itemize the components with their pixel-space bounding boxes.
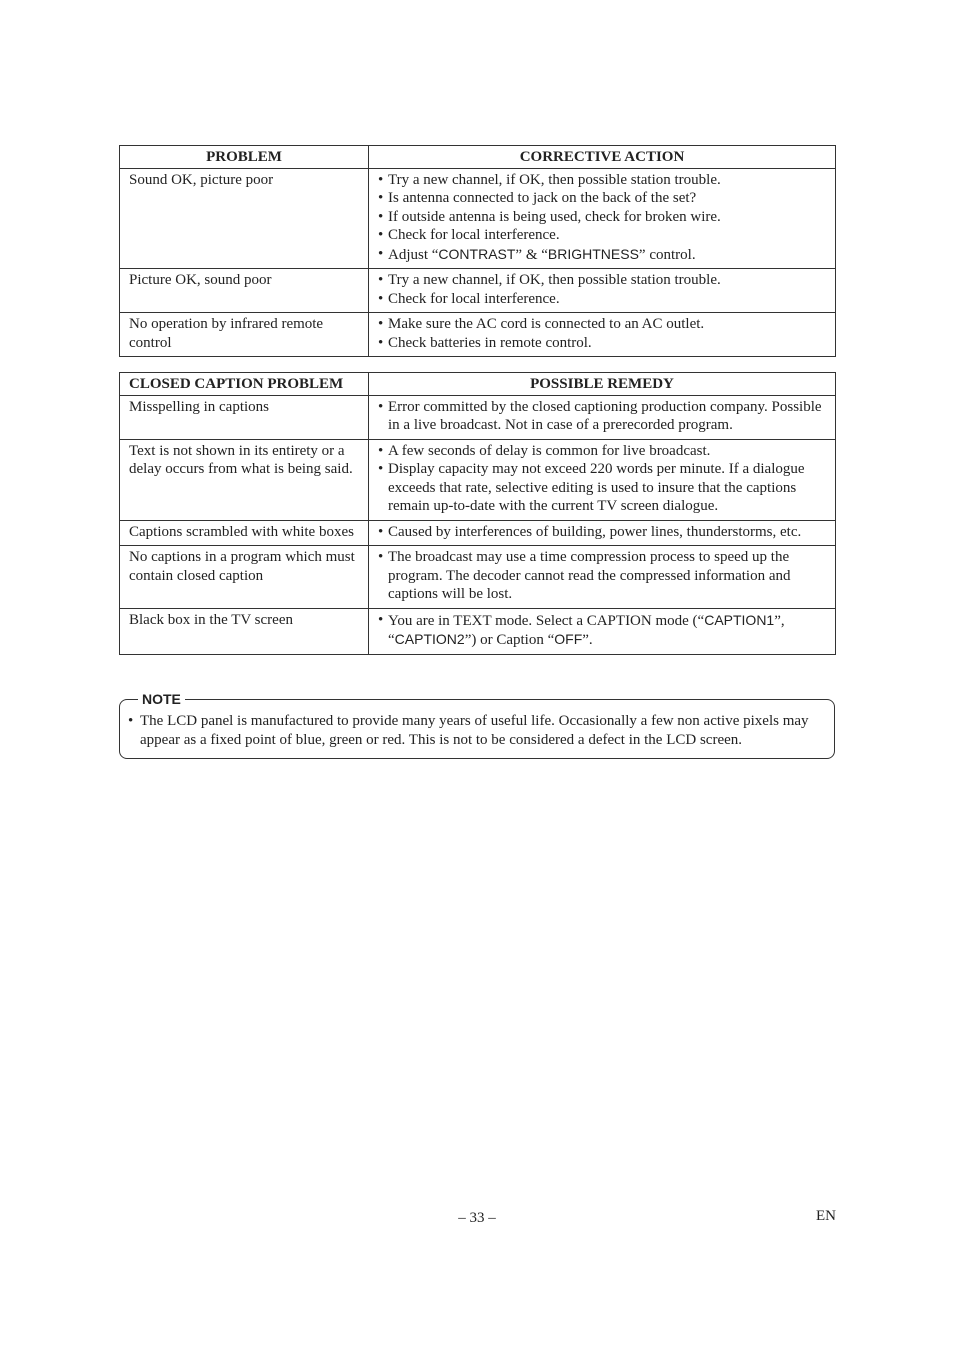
action-item: • Check batteries in remote control. <box>378 334 829 353</box>
problem-cell: Text is not shown in its entirety or a delay occurs from what is being said. <box>120 439 369 520</box>
caption1-label: CAPTION1 <box>704 611 775 628</box>
note-text <box>128 712 828 750</box>
problem-cell: Sound OK, picture poor <box>120 168 369 269</box>
problem-cell: Captions scrambled with white boxes <box>120 520 369 546</box>
action-item <box>378 245 829 265</box>
table-header-row <box>120 146 836 169</box>
remedy-list <box>378 548 829 604</box>
column-header-caption-problem: CLOSED CAPTION PROBLEM <box>120 373 369 396</box>
action-cell <box>369 313 836 357</box>
action-item: • Try a new channel, if OK, then possible station trouble. <box>378 271 829 290</box>
remedy-list <box>378 611 829 650</box>
action-list <box>378 171 829 265</box>
text-fragment: ”. <box>582 632 593 648</box>
remedy-item: • Caused by interferences of building, power lines, thunderstorms, etc. <box>378 523 829 542</box>
text-fragment: ” & “ <box>515 246 548 263</box>
remedy-cell <box>369 546 836 609</box>
action-item: • Check for local interference. <box>378 290 829 309</box>
table-row <box>120 439 836 520</box>
text-fragment: ” control. <box>638 246 696 263</box>
table-header-row <box>120 373 836 396</box>
remedy-item <box>378 611 829 650</box>
problem-cell: Misspelling in captions <box>120 395 369 439</box>
caption2-label: CAPTION2 <box>394 631 465 647</box>
table-row <box>120 520 836 546</box>
note-body: The LCD panel is manufactured to provide many years of useful life. Occasionally a few non active pixels may appear as a fixed point of blue, green or red. This is not to be considered a defect in the LCD screen. <box>140 713 809 748</box>
action-list <box>378 315 829 352</box>
column-header-problem: PROBLEM <box>120 146 369 169</box>
problem-cell: No captions in a program which must contain closed caption <box>120 546 369 609</box>
note-title: NOTE <box>138 690 185 708</box>
table-row <box>120 313 836 357</box>
action-item: • Check for local interference. <box>378 226 829 245</box>
contrast-label: CONTRAST <box>438 245 516 262</box>
remedy-cell <box>369 520 836 546</box>
action-item: • If outside antenna is being used, check for broken wire. <box>378 208 829 227</box>
action-cell <box>369 269 836 313</box>
text-fragment: ”, “ <box>388 612 785 648</box>
table-row <box>120 546 836 609</box>
column-header-possible-remedy: POSSIBLE REMEDY <box>369 373 836 396</box>
remedy-item: • A few seconds of delay is common for live broadcast. <box>378 442 829 461</box>
action-item: • Is antenna connected to jack on the back of the set? <box>378 189 829 208</box>
remedy-cell <box>369 395 836 439</box>
text-fragment: You are in TEXT mode. Select a CAPTION mode (“ <box>388 612 705 629</box>
brightness-label: BRIGHTNESS <box>547 245 639 262</box>
problem-cell: No operation by infrared remote control <box>120 313 369 357</box>
action-item: • Make sure the AC cord is connected to an AC outlet. <box>378 315 829 334</box>
closed-caption-table <box>119 372 836 655</box>
remedy-cell <box>369 608 836 654</box>
troubleshooting-table <box>119 145 836 357</box>
action-item: • Try a new channel, if OK, then possible station trouble. <box>378 171 829 190</box>
table-row <box>120 608 836 654</box>
table-row <box>120 395 836 439</box>
table-row <box>120 269 836 313</box>
language-code: EN <box>816 1208 836 1224</box>
remedy-item: • Display capacity may not exceed 220 words per minute. If a dialogue exceeds that rate, selective editing is used to insure that the captions remain up-to-date with the current TV screen dialogue. <box>378 460 829 516</box>
page-number: – 33 – <box>458 1210 496 1226</box>
note-bullet: • <box>128 713 134 729</box>
remedy-item: • Error committed by the closed captioning production company. Possible in a live broadcast. Not in case of a prerecorded program. <box>378 398 829 435</box>
table-row <box>120 168 836 269</box>
remedy-list <box>378 523 829 542</box>
remedy-list <box>378 398 829 435</box>
action-list <box>378 271 829 308</box>
remedy-list <box>378 442 829 516</box>
problem-cell: Black box in the TV screen <box>120 608 369 654</box>
column-header-corrective-action: CORRECTIVE ACTION <box>369 146 836 169</box>
text-fragment: ”) or Caption “ <box>464 632 555 648</box>
action-cell <box>369 168 836 269</box>
off-label: OFF <box>554 631 583 647</box>
remedy-item: • The broadcast may use a time compression process to speed up the program. The decoder cannot read the compressed information and captions will be lost. <box>378 548 829 604</box>
remedy-cell <box>369 439 836 520</box>
text-fragment: Adjust “ <box>388 246 439 263</box>
problem-cell: Picture OK, sound poor <box>120 269 369 313</box>
